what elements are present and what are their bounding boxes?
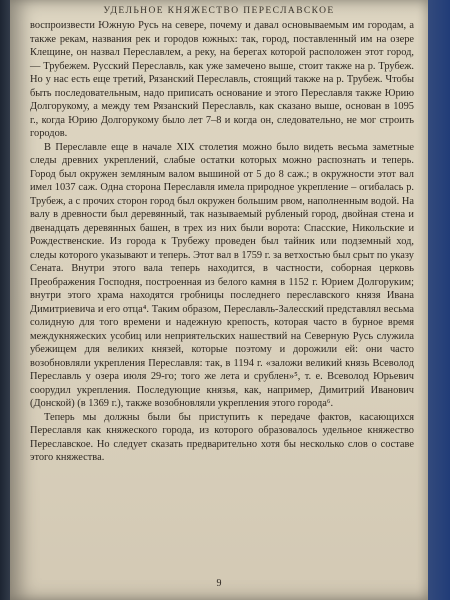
- paragraph-2: В Переславле еще в начале XIX столетия можно было видеть весьма заметные следы древних укреплений, слабые остатки которых можно распознать и теперь. Город был окружен земляным валом вышиной от 5 до 8 саж.; в окружности этот вал имел 1037 саж. Одна сторона Переславля имела природное укрепление – огибалась р. Трубеж, а с прочих сторон город был окружен большим рвом, наполненным водой. На валу в древности был деревянный, так называемый рубленый город, двойная стена и двенадцать деревянных башен, в трех из них были ворота: Спасские, Никольские и Рождественские. Из города к Трубежу проведен был тайник или подземный ход, следы которого указывают и теперь. Этот вал в 1759 г. за ветхостью был срыт по указу Сената. Внутри этого вала теперь находится, в частности, соборная церковь Преображения Господня, построенная из белого камня в 1152 г. Юрием Долгоруким; внутри этого храма находятся гробницы последнего переславского князя Ивана Димитриевича и его отца⁴. Таким образом, Переславль-Залесский представлял весьма солидную для того времени и надежную крепость, которая часто в бурное время междукняжеских усобиц или неприятельских нашествий на Северную Русь служила убежищем для великих князей, которые поэтому и дорожили ей: они часто возобновляли укрепления Переславля: так, в 1194 г. «заложи великий князь Всеволод Переславль у озера июля 29-го; того же лета и срублен»⁵, т. е. Всеволод Юрьевич соорудил укрепления. Последующие князья, как, например, Димитрий Иванович (Донской) (в 1369 г.), также возобновляли укрепления этого города⁶.: [30, 141, 414, 409]
- running-head: УДЕЛЬНОЕ КНЯЖЕСТВО ПЕРЕСЛАВСКОЕ: [103, 6, 335, 16]
- book-page: [10, 0, 428, 600]
- page-number: 9: [216, 578, 222, 589]
- paragraph-1: воспроизвести Южную Русь на севере, почему и давал основываемым им городам, а также рекам, названия рек и городов южных: так, город, поставленный им на озере Клещине, он назвал Переславлем, а реку, на берегах которой расположен этот город, — Трубежем. Русский Переславль, как уже замечено выше, стоит также на р. Трубеж. Но у нас есть еще третий, Рязанский Переславль, стоящий также на р. Трубеж. Чтобы быть последовательным, надо приписать основание и этого Переславля также Юрию Долгорукому, а между тем Рязанский Переславль, как сказано выше, основан в 1095 г., когда Юрию Долгорукому было лет 7–8 и когда он, следовательно, не мог строить городов.: [30, 20, 414, 139]
- paragraph-3: Теперь мы должны были бы приступить к передаче фактов, касающихся Переславля как княжеского города, из которого образовалось удельное княжество Переславское. Но следует сказать предварительно хотя бы несколько слов о составе этого княжества.: [30, 411, 414, 463]
- book-cover-edge: [428, 0, 450, 600]
- body-text: [30, 19, 414, 465]
